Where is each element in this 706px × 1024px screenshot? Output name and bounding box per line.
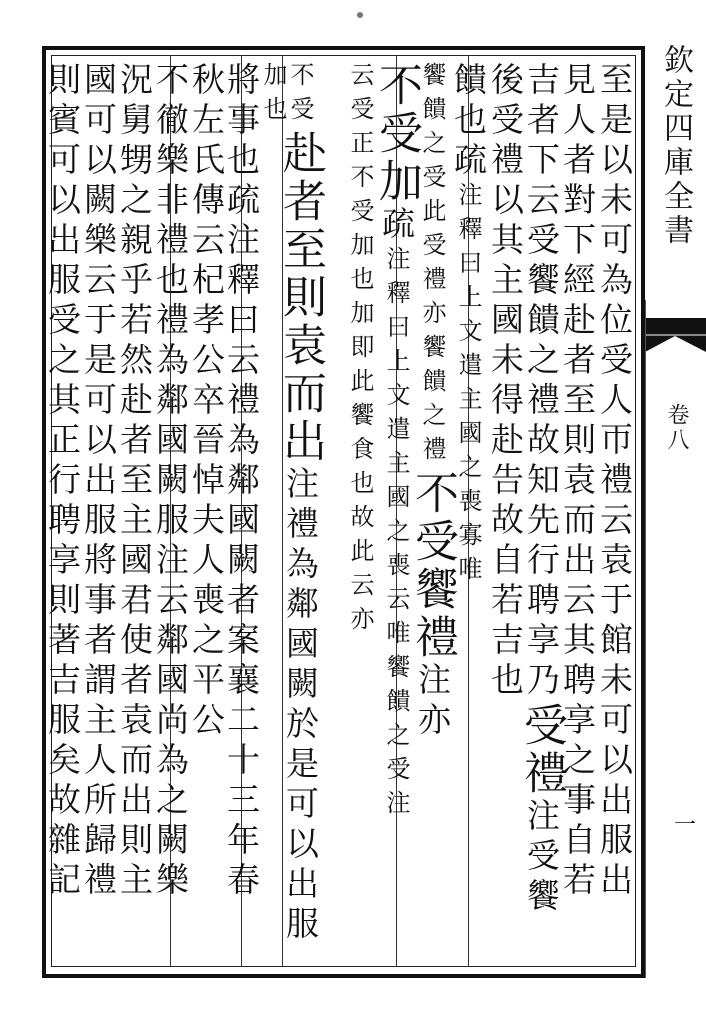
text-segment: 加也 xyxy=(259,62,287,130)
text-segment: 注釋曰上文遣主國之喪云唯饗饋之受注 xyxy=(382,246,410,824)
text-segment: 赴者至則袁而出 xyxy=(275,130,326,466)
text-segment: 將事也疏 xyxy=(222,62,261,222)
text-segment: 饗饋之受此受禮亦饗饋之禮 xyxy=(418,62,446,470)
text-column-12 xyxy=(188,62,224,742)
text-segment: 受禮 xyxy=(516,702,567,798)
text-segment: 饋也疏 xyxy=(449,62,488,182)
book-title: 欽定四庫全書 xyxy=(658,44,693,248)
text-column-8 xyxy=(342,62,378,640)
text-segment: 不受 xyxy=(286,62,314,130)
text-column-1 xyxy=(596,62,632,902)
text-column-13 xyxy=(152,62,188,902)
text-segment: 不受加 xyxy=(371,62,422,206)
margin-rule xyxy=(645,300,646,978)
text-segment: 則賓可以出服受之其正行聘享則著吉服矣故雜記 xyxy=(43,62,82,902)
text-column-11 xyxy=(223,62,259,902)
text-segment: 注禮為鄰國闕於是可以出服 xyxy=(281,466,320,946)
text-segment: 見人者對下經赴者至則袁而出云其聘享之事自若 xyxy=(558,62,597,902)
text-segment: 況舅甥之親乎若然赴者至主國君使者袁而出則主 xyxy=(115,62,154,902)
text-segment: 吉者下云受饗饋之禮故知先行聘享乃 xyxy=(522,62,561,702)
text-column-9 xyxy=(275,62,326,946)
text-column-4 xyxy=(487,62,523,702)
text-segment: 注釋曰云禮為鄰國闕者案襄二十三年春 xyxy=(222,222,261,902)
text-column-15 xyxy=(80,62,116,902)
text-segment: 云受正不受加也加即此饗食也故此云亦 xyxy=(346,62,374,640)
ink-dot xyxy=(357,12,363,18)
text-segment: 秋左氏傳云杞孝公卒晉悼夫人喪之平公 xyxy=(187,62,226,742)
text-segment: 不徹樂非禮也禮為鄰國闕服注云鄰國尚為之闕樂 xyxy=(151,62,190,902)
text-segment: 不受饗禮 xyxy=(407,470,458,662)
text-column-7 xyxy=(371,62,422,824)
text-segment: 注受饗 xyxy=(522,798,561,918)
text-segment: 疏 xyxy=(377,206,416,246)
text-segment: 注釋曰上文遣主國之喪寡唯 xyxy=(454,182,482,590)
text-segment: 注亦 xyxy=(413,662,452,742)
text-column-3 xyxy=(516,62,567,918)
page-marker: 一 xyxy=(674,813,697,838)
fish-tail-mark-icon xyxy=(645,318,706,352)
text-segment: 國可以闕樂云于是可以出服將事者謂主人所歸禮 xyxy=(79,62,118,902)
text-segment: 後受禮以其主國未得赴告故自若吉也 xyxy=(486,62,525,702)
juan-number: 卷八 xyxy=(664,403,689,453)
text-column-14 xyxy=(116,62,152,902)
text-segment: 至是以未可為位受人帀禮云袁于館未可以出服出 xyxy=(595,62,634,902)
text-column-16 xyxy=(44,62,80,902)
